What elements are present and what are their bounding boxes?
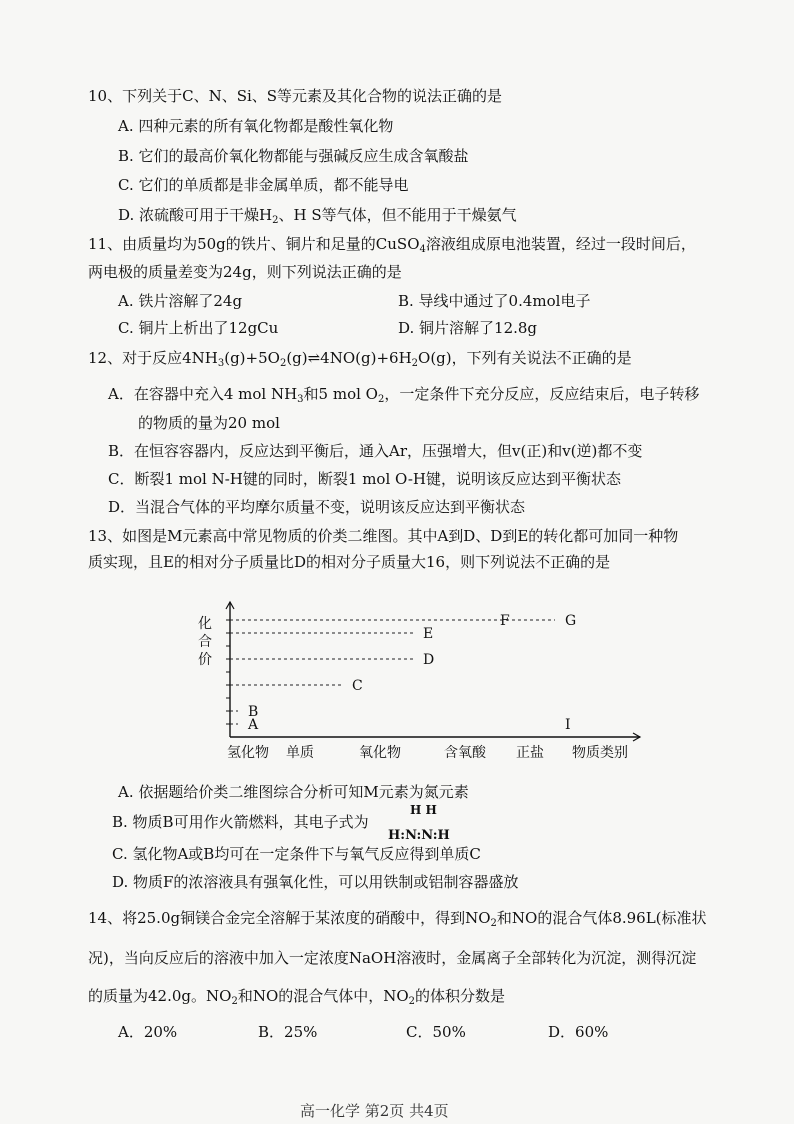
x-tick-label: 正盐: [516, 745, 544, 761]
q12-stem: 12、对于反应$4NH_3(g)+5O_2(g)\rightleftharpoons 4NO(g)+6H_2O(g)$，下列有关说法不正确的是: [88, 349, 632, 369]
y-label-char: 化: [198, 616, 212, 632]
x-tick-label: 含氧酸: [444, 745, 486, 761]
q12-option-b: B．在恒容容器内，反应达到平衡后，通入Ar，压强增大，但v(正)和v(逆)都不变: [108, 442, 643, 460]
point-label: A: [248, 717, 259, 733]
point-label: F: [500, 613, 510, 629]
q10-option-a: A. 四种元素的所有氧化物都是酸性氧化物: [118, 117, 394, 135]
q11-stem: 11、由质量均为50g的铁片、铜片和足量的CuSO$_4$溶液组成原电池装置，经过一段时间后，: [88, 235, 696, 255]
q10-stem: 10、下列关于C、N、Si、S等元素及其化合物的说法正确的是: [88, 87, 503, 105]
q14-option-a: A．20%: [118, 1023, 178, 1041]
q14-stem-line2: 况)，当向反应后的溶液中加入一定浓度NaOH溶液时，金属离子全部转化为沉淀，测得沉淀: [88, 949, 697, 967]
q13-option-b: B. 物质B可用作火箭燃料，其电子式为: [112, 813, 369, 831]
x-tick-label: 氢化物: [227, 745, 269, 761]
q13-option-d: D. 物质F的浓溶液具有强氧化性，可以用铁制或铝制容器盛放: [112, 873, 519, 891]
q10-option-d: D. 浓硫酸可用于干燥$H_2$、H S等气体，但不能用于干燥氨气: [118, 206, 517, 226]
x-tick-label: 单质: [286, 745, 314, 761]
q12-option-a: A．在容器中充入4 mol $NH_3$和5 mol $O_2$，一定条件下充分反应，反应结束后，电子转移: [108, 385, 700, 405]
q13-stem: 13、如图是M元素高中常见物质的价类二维图。其中A到D、D到E的转化都可加同一种物: [88, 527, 679, 545]
q11-option-d: D. 铜片溶解了12.8g: [398, 319, 538, 337]
q10-option-b: B. 它们的最高价氧化物都能与强碱反应生成含氧酸盐: [118, 147, 469, 165]
q12-option-a-line2: 的物质的量为20 mol: [138, 414, 280, 432]
y-label-char: 价: [198, 652, 212, 668]
x-tick-label: 氧化物: [359, 745, 401, 761]
q13-stem-line2: 质实现，且E的相对分子质量比D的相对分子质量大16，则下列说法不正确的是: [88, 553, 611, 571]
point-label: I: [565, 717, 571, 733]
q14-option-b: B．25%: [258, 1023, 318, 1041]
point-label: D: [423, 652, 435, 668]
valence-class-chart: [190, 592, 650, 767]
q12-option-c: C．断裂1 mol N-H键的同时，断裂1 mol O-H键，说明该反应达到平衡状态: [108, 470, 622, 488]
q10-option-c: C. 它们的单质都是非金属单质，都不能导电: [118, 176, 409, 194]
electron-formula-bottom: H:N:N:H: [388, 828, 450, 843]
q14-stem-line3: 的质量为42.0g。$NO_2$和NO的混合气体中，$NO_2$的体积分数是: [88, 987, 506, 1007]
point-label: B: [248, 704, 259, 720]
q13-option-a: A. 依据题给价类二维图综合分析可知M元素为氮元素: [118, 783, 469, 801]
q14-stem: 14、将25.0g铜镁合金完全溶解于某浓度的硝酸中，得到$NO_2$和NO的混合气体8.96L(标准状: [88, 909, 707, 929]
electron-formula-top: H H: [410, 803, 437, 817]
q11-stem-line2: 两电极的质量差变为24g，则下列说法正确的是: [88, 263, 402, 281]
point-label: E: [423, 626, 434, 642]
q11-option-a: A. 铁片溶解了24g: [118, 292, 243, 310]
q13-option-c: C. 氢化物A或B均可在一定条件下与氧气反应得到单质C: [112, 845, 481, 863]
q11-option-b: B. 导线中通过了0.4mol电子: [398, 292, 591, 310]
point-label: C: [352, 678, 363, 694]
q12-option-d: D．当混合气体的平均摩尔质量不变，说明该反应达到平衡状态: [108, 498, 526, 516]
q14-option-d: D．60%: [548, 1023, 609, 1041]
y-label-char: 合: [198, 634, 212, 650]
x-tick-label: 物质类别: [572, 745, 628, 761]
point-label: G: [565, 613, 577, 629]
q11-option-c: C. 铜片上析出了12gCu: [118, 319, 279, 337]
page-footer: 高一化学 第2页 共4页: [300, 1102, 449, 1120]
q14-option-c: C．50%: [406, 1023, 466, 1041]
